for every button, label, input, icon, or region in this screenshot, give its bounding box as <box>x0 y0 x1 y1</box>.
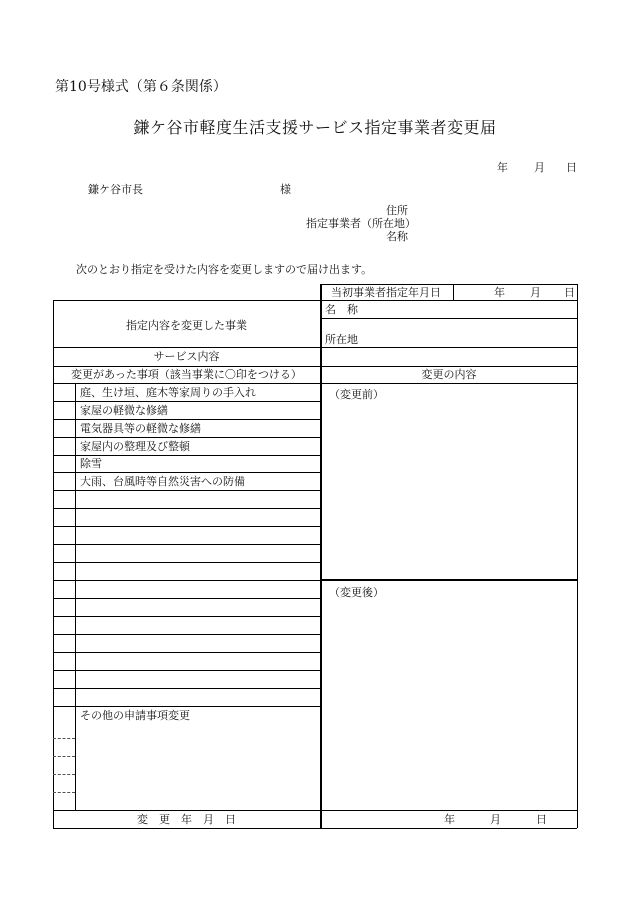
item-row-line <box>53 508 321 509</box>
header-date-year: 年 <box>497 161 508 174</box>
change-content-header: 変更の内容 <box>421 368 477 381</box>
name-row-bottom <box>321 318 577 319</box>
item-row-line <box>53 419 321 420</box>
change-date-row-top <box>53 810 577 811</box>
other-checkbox-line <box>53 774 75 775</box>
item-snow-removal: 除雪 <box>80 457 102 470</box>
changed-items-header: 変更があった事項（該当事業に〇印をつける） <box>71 368 302 381</box>
item-house-repair: 家屋の軽微な修繕 <box>80 404 168 417</box>
item-row-line <box>53 598 321 599</box>
table-top-border-left <box>53 300 321 301</box>
item-row-line <box>53 401 321 402</box>
item-row-line <box>53 562 321 563</box>
item-row-line <box>53 634 321 635</box>
before-after-divider <box>321 579 577 581</box>
change-date-month: 月 <box>490 813 501 826</box>
item-row-line <box>53 437 321 438</box>
after-change-label: （変更後） <box>329 586 384 599</box>
item-row-line <box>53 455 321 456</box>
other-checkbox-line <box>53 738 75 739</box>
item-row-line <box>53 472 321 473</box>
initial-date-divider <box>453 284 454 300</box>
form-number: 第10号様式（第６条関係） <box>55 79 227 95</box>
other-checkbox-line <box>53 792 75 793</box>
intro-text: 次のとおり指定を受けた内容を変更しますので届け出ます。 <box>76 263 373 276</box>
item-row-line <box>53 544 321 545</box>
checkbox-column-line <box>75 383 76 810</box>
table-bottom-border <box>53 828 577 829</box>
item-row-line <box>53 580 321 581</box>
item-row-line <box>53 706 321 707</box>
applicant-operator-label: 指定事業者（所在地） <box>306 217 416 230</box>
initial-date-label: 当初事業者指定年月日 <box>331 286 441 299</box>
initial-date-year: 年 <box>494 286 505 299</box>
name-label: 名 称 <box>325 303 358 316</box>
item-electric-repair: 電気器具等の軽微な修繕 <box>80 422 201 435</box>
item-yard-maintenance: 庭、生け垣、庭木等家周りの手入れ <box>80 386 256 399</box>
table-right-border <box>577 284 578 828</box>
addressee-name: 鎌ケ谷市長 <box>88 183 143 196</box>
initial-date-row-bottom <box>321 300 577 301</box>
change-date-day: 日 <box>536 813 547 826</box>
applicant-address-label: 住所 <box>386 204 408 217</box>
service-row-top <box>53 347 577 348</box>
change-date-year: 年 <box>444 813 455 826</box>
items-header-bottom <box>53 383 577 384</box>
applicant-name-label: 名称 <box>386 230 408 243</box>
header-date-month: 月 <box>534 161 545 174</box>
business-changed-label: 指定内容を変更した事業 <box>126 319 247 332</box>
items-header-top <box>53 366 577 367</box>
initial-date-day: 日 <box>564 286 575 299</box>
item-row-line <box>53 688 321 689</box>
before-change-label: （変更前） <box>329 388 384 401</box>
item-row-line <box>53 490 321 491</box>
location-label: 所在地 <box>325 333 358 346</box>
other-checkbox-line <box>53 756 75 757</box>
item-row-line <box>53 526 321 527</box>
item-row-line <box>53 670 321 671</box>
document-title: 鎌ケ谷市軽度生活支援サービス指定事業者変更届 <box>133 118 497 137</box>
item-disaster-prep: 大雨、台風時等自然災害への防備 <box>80 475 245 488</box>
header-date-day: 日 <box>566 161 577 174</box>
addressee-honorific: 様 <box>280 183 291 196</box>
item-row-line <box>53 616 321 617</box>
service-content-label: サービス内容 <box>153 350 220 363</box>
item-other-changes: その他の申請事項変更 <box>80 709 190 722</box>
table-top-border-right <box>321 284 577 285</box>
item-tidying: 家屋内の整理及び整頓 <box>80 440 190 453</box>
change-date-label: 変 更 年 月 日 <box>137 813 236 826</box>
item-row-line <box>53 652 321 653</box>
initial-date-month: 月 <box>530 286 541 299</box>
